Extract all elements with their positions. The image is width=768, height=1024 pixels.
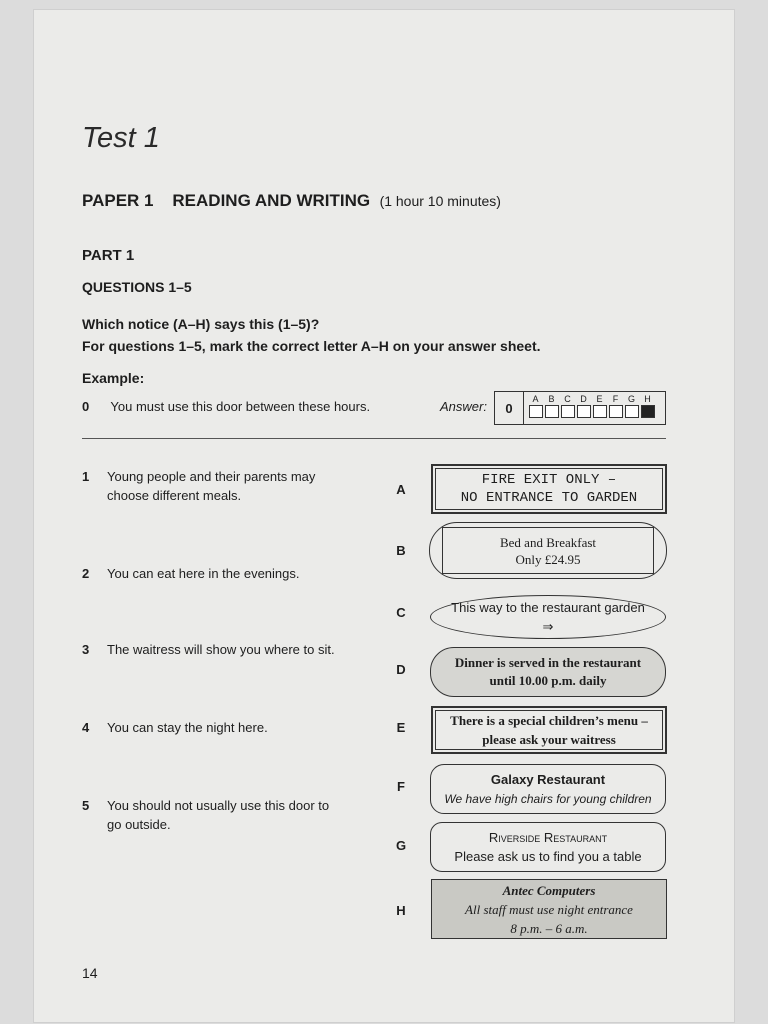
- paper-name: READING AND WRITING: [172, 191, 371, 210]
- notice-b-inner-frame: [442, 527, 654, 574]
- notice-line: please ask your waitress: [482, 732, 616, 747]
- notice-line: Only £24.95: [515, 551, 581, 567]
- questions-range: QUESTIONS 1–5: [82, 279, 192, 295]
- notice-line: Riverside Restaurant: [488, 830, 608, 845]
- page-number: 14: [82, 965, 98, 981]
- answer-cell-letter: C: [564, 394, 571, 404]
- question-4: [82, 718, 342, 737]
- notice-line: Antec Computers: [502, 882, 596, 898]
- answer-cell-a: [529, 394, 542, 418]
- question-text: You can eat here in the evenings.: [107, 566, 300, 581]
- notice-letter-f: F: [397, 779, 405, 794]
- question-1: [82, 467, 342, 505]
- answer-cell-e: [593, 394, 606, 418]
- notice-b: [429, 522, 667, 579]
- example-number: 0: [82, 399, 90, 414]
- answer-cell-letter: A: [532, 394, 539, 404]
- notice-line: We have high chairs for young children: [444, 792, 652, 806]
- answer-cell-h: [641, 394, 654, 418]
- divider: [82, 438, 666, 439]
- answer-checkbox: [561, 405, 575, 418]
- test-title: Test 1: [82, 122, 160, 154]
- answer-cell-b: [545, 394, 558, 418]
- exam-page: [34, 10, 734, 1022]
- notice-f: [430, 764, 666, 814]
- answer-cell-c: [561, 394, 574, 418]
- notice-letter-g: G: [395, 838, 407, 853]
- right-arrow-icon: ⇒: [542, 619, 554, 634]
- question-text: You should not usually use this door to go outside.: [107, 798, 330, 832]
- notice-letter-d: D: [396, 662, 406, 677]
- answer-cell-letter: E: [596, 394, 603, 404]
- question-number: 1: [82, 469, 90, 484]
- notice-letter-e: E: [396, 720, 406, 735]
- notice-line: 8 p.m. – 6 a.m.: [510, 920, 588, 936]
- answer-label: Answer:: [440, 399, 487, 414]
- question-text: The waitress will show you where to sit.: [107, 642, 335, 657]
- paper-duration: (1 hour 10 minutes): [379, 193, 501, 209]
- paper-heading: [82, 191, 501, 211]
- notice-a: [431, 464, 667, 514]
- paper-label: PAPER 1: [82, 191, 154, 210]
- answer-checkbox: [609, 405, 623, 418]
- answer-checkbox: [529, 405, 543, 418]
- example-heading: Example:: [82, 370, 145, 386]
- notice-line: There is a special children’s menu –: [450, 713, 648, 728]
- question-5: [82, 796, 342, 834]
- part-heading: PART 1: [82, 247, 135, 264]
- notice-line: Please ask us to find you a table: [454, 849, 642, 864]
- notice-letter-b: B: [396, 543, 406, 558]
- notice-letter-a: A: [396, 482, 406, 497]
- notice-e: [431, 706, 667, 754]
- notice-line: This way to the restaurant garden: [451, 600, 645, 615]
- answer-letter-cells: [529, 394, 654, 418]
- question-3: [82, 640, 342, 659]
- answer-checkbox: [641, 405, 655, 418]
- notice-line: All staff must use night entrance: [465, 901, 633, 917]
- question-text: You can stay the night here.: [107, 720, 268, 735]
- notice-line: Bed and Breakfast: [499, 534, 597, 550]
- answer-cell-letter: F: [612, 394, 619, 404]
- instruction-line-2: For questions 1–5, mark the correct letter A–H on your answer sheet.: [82, 338, 541, 354]
- notice-c: [430, 595, 666, 639]
- answer-cell-letter: G: [627, 394, 635, 404]
- notice-line: FIRE EXIT ONLY –: [481, 472, 617, 488]
- question-text: Young people and their parents may choose different meals.: [107, 469, 316, 503]
- question-number: 2: [82, 566, 90, 581]
- answer-checkbox: [593, 405, 607, 418]
- notice-letter-h: H: [396, 903, 406, 918]
- answer-cell-g: [625, 394, 638, 418]
- question-number: 5: [82, 798, 90, 813]
- example-question: [82, 399, 370, 414]
- notice-line: Dinner is served in the restaurant: [454, 655, 642, 670]
- question-number: 3: [82, 642, 90, 657]
- notice-line: NO ENTRANCE TO GARDEN: [460, 490, 638, 506]
- answer-checkbox: [577, 405, 591, 418]
- notice-letter-c: C: [396, 605, 406, 620]
- answer-cell-f: [609, 394, 622, 418]
- answer-cell-letter: H: [644, 394, 651, 404]
- instructions: [82, 313, 541, 357]
- answer-cell-letter: B: [548, 394, 555, 404]
- notice-d: [430, 647, 666, 697]
- example-answer-box: [494, 391, 666, 425]
- question-number: 4: [82, 720, 90, 735]
- notice-line: until 10.00 p.m. daily: [489, 673, 607, 688]
- notice-line: Galaxy Restaurant: [490, 772, 606, 787]
- answer-cell-d: [577, 394, 590, 418]
- notice-g: [430, 822, 666, 872]
- notice-h: [431, 879, 667, 939]
- answer-number: 0: [495, 392, 524, 424]
- answer-cell-letter: D: [580, 394, 587, 404]
- instruction-line-1: Which notice (A–H) says this (1–5)?: [82, 316, 320, 332]
- answer-checkbox: [545, 405, 559, 418]
- question-2: [82, 564, 342, 583]
- answer-checkbox: [625, 405, 639, 418]
- example-text: You must use this door between these hours.: [110, 399, 371, 414]
